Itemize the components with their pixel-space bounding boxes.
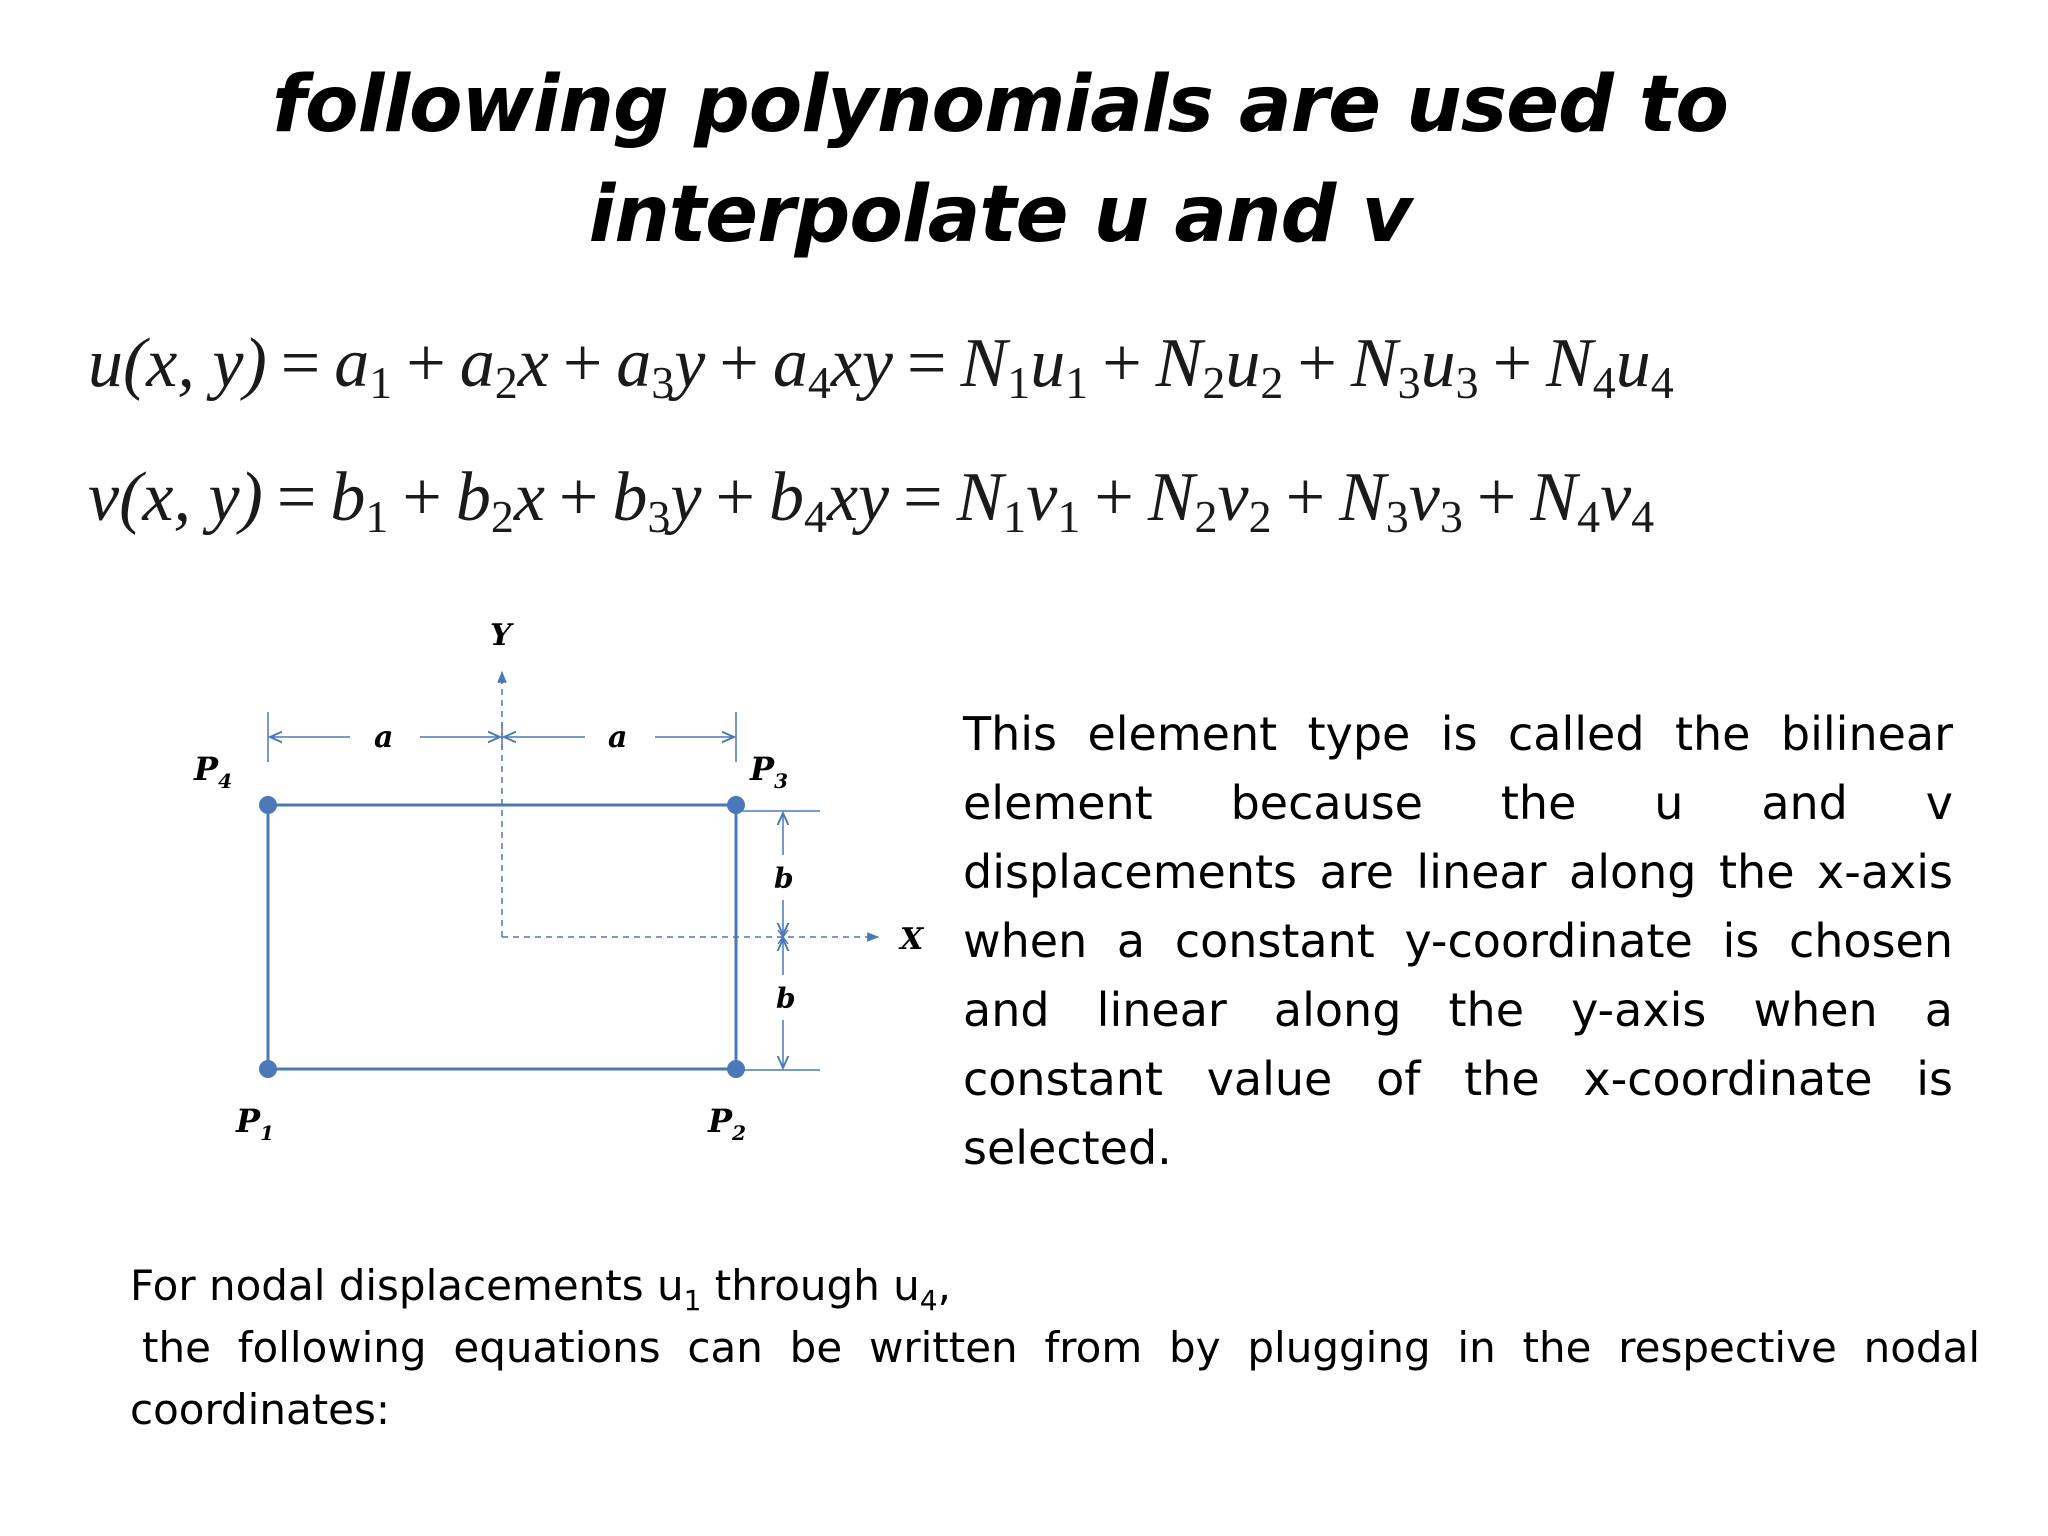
- shape-fn: N: [1530, 459, 1578, 536]
- plus-sign: +: [406, 325, 446, 402]
- shape-fn: N: [1147, 459, 1195, 536]
- u-interpolation-equation: [88, 314, 2028, 414]
- nodal-value: v: [1217, 459, 1249, 536]
- title-line-2: interpolate u and v: [588, 170, 1412, 260]
- subscript: 3: [1455, 357, 1479, 408]
- nodal-line-1-mid: through u: [701, 1261, 920, 1310]
- bilinear-element-diagram: [170, 600, 950, 1180]
- plus-sign: +: [1285, 459, 1326, 536]
- shape-fn: N: [1155, 325, 1203, 402]
- u-lhs: u(x, y): [88, 325, 267, 402]
- subscript: 2: [494, 357, 518, 408]
- subscript: 1: [1057, 491, 1081, 542]
- node-p2-label: $P_2$: [708, 1102, 746, 1145]
- node-p4-label: $P_4$: [194, 750, 232, 793]
- subscript: 3: [651, 357, 675, 408]
- nodal-value: u: [1615, 325, 1651, 402]
- nodal-displacement-text: [130, 1255, 1980, 1441]
- subscript: 3: [1385, 491, 1409, 542]
- subscript: 4: [1650, 357, 1674, 408]
- subscript: 4: [1631, 491, 1655, 542]
- nodal-value: u: [1420, 325, 1456, 402]
- plus-sign: +: [1476, 459, 1517, 536]
- x-axis-label: X: [900, 922, 924, 957]
- subscript: 2: [490, 491, 514, 542]
- subscript: 4: [1592, 357, 1616, 408]
- equals-sign: =: [280, 325, 321, 402]
- subscript: 2: [1202, 357, 1226, 408]
- node-p4-dot: [259, 796, 277, 814]
- dim-a-left-label: a: [374, 720, 394, 755]
- shape-fn: N: [1339, 459, 1386, 536]
- coef: b: [768, 459, 804, 536]
- nodal-value: u: [1030, 325, 1066, 402]
- subscript: 3: [1439, 491, 1463, 542]
- node-p3-label: $P_3$: [750, 750, 788, 793]
- bilinear-element-description: This element type is called the bilinear element because the u and v displacements are linear along the x-axis when a constant y-coordinate is chosen and linear along the y-axis when a constant value of the x-coordinate is selected.: [963, 707, 1953, 1175]
- subscript: 1: [369, 357, 393, 408]
- shape-fn: N: [960, 325, 1008, 402]
- subscript: 1: [1003, 491, 1027, 542]
- shape-fn: N: [1350, 325, 1398, 402]
- plus-sign: +: [402, 459, 442, 536]
- coef: a: [334, 325, 370, 402]
- v-lhs: v(x, y): [88, 459, 263, 536]
- subscript: 1: [1007, 357, 1031, 408]
- coef: a: [459, 325, 495, 402]
- equals-sign: =: [276, 459, 317, 536]
- subscript: 4: [803, 491, 827, 542]
- variable: x: [513, 459, 545, 536]
- coef: b: [612, 459, 648, 536]
- plus-sign: +: [1102, 325, 1142, 402]
- variable: y: [674, 325, 706, 402]
- equals-sign: =: [903, 459, 943, 536]
- subscript: 4: [919, 1284, 938, 1317]
- nodal-line-1-pre: For nodal displacements u: [130, 1261, 684, 1310]
- subscript: 3: [647, 491, 671, 542]
- nodal-value: u: [1225, 325, 1261, 402]
- variable: xy: [826, 459, 890, 536]
- subscript: 1: [365, 491, 389, 542]
- subscript: 1: [683, 1284, 702, 1317]
- nodal-value: v: [1600, 459, 1632, 536]
- subscript: 1: [1065, 357, 1089, 408]
- variable: y: [670, 459, 702, 536]
- subscript: 4: [1577, 491, 1601, 542]
- plus-sign: +: [558, 459, 599, 536]
- coef: a: [616, 325, 652, 402]
- node-p2-dot: [727, 1060, 745, 1078]
- plus-sign: +: [715, 459, 755, 536]
- shape-fn: N: [956, 459, 1004, 536]
- nodal-value: v: [1408, 459, 1440, 536]
- plus-sign: +: [719, 325, 759, 402]
- title-line-1: following polynomials are used to: [272, 60, 1728, 150]
- nodal-value: v: [1026, 459, 1058, 536]
- subscript: 2: [1248, 491, 1272, 542]
- shape-fn: N: [1546, 325, 1593, 402]
- slide-title: [0, 50, 2000, 270]
- dim-b-top-label: b: [774, 862, 794, 895]
- nodal-line-2: the following equations can be written from by plugging in the respective nodal: [142, 1323, 1980, 1372]
- node-p1-label: $P_1$: [236, 1102, 274, 1145]
- subscript: 4: [807, 357, 831, 408]
- plus-sign: +: [1492, 325, 1533, 402]
- variable: x: [517, 325, 549, 402]
- plus-sign: +: [562, 325, 603, 402]
- coef: a: [772, 325, 808, 402]
- equals-sign: =: [907, 325, 947, 402]
- y-axis-label: Y: [490, 618, 512, 653]
- nodal-line-3: coordinates:: [130, 1385, 391, 1434]
- nodal-line-1: [130, 1255, 1980, 1317]
- subscript: 2: [1194, 491, 1218, 542]
- subscript: 2: [1260, 357, 1284, 408]
- variable: xy: [830, 325, 893, 402]
- coef: b: [455, 459, 491, 536]
- coef: b: [330, 459, 366, 536]
- dim-a-right-label: a: [608, 720, 628, 755]
- dim-b-bottom-label: b: [776, 982, 796, 1015]
- subscript: 3: [1397, 357, 1421, 408]
- plus-sign: +: [1094, 459, 1134, 536]
- node-p3-dot: [727, 796, 745, 814]
- v-interpolation-equation: [88, 448, 2028, 548]
- node-p1-dot: [259, 1060, 277, 1078]
- nodal-line-1-post: ,: [937, 1261, 951, 1310]
- plus-sign: +: [1297, 325, 1337, 402]
